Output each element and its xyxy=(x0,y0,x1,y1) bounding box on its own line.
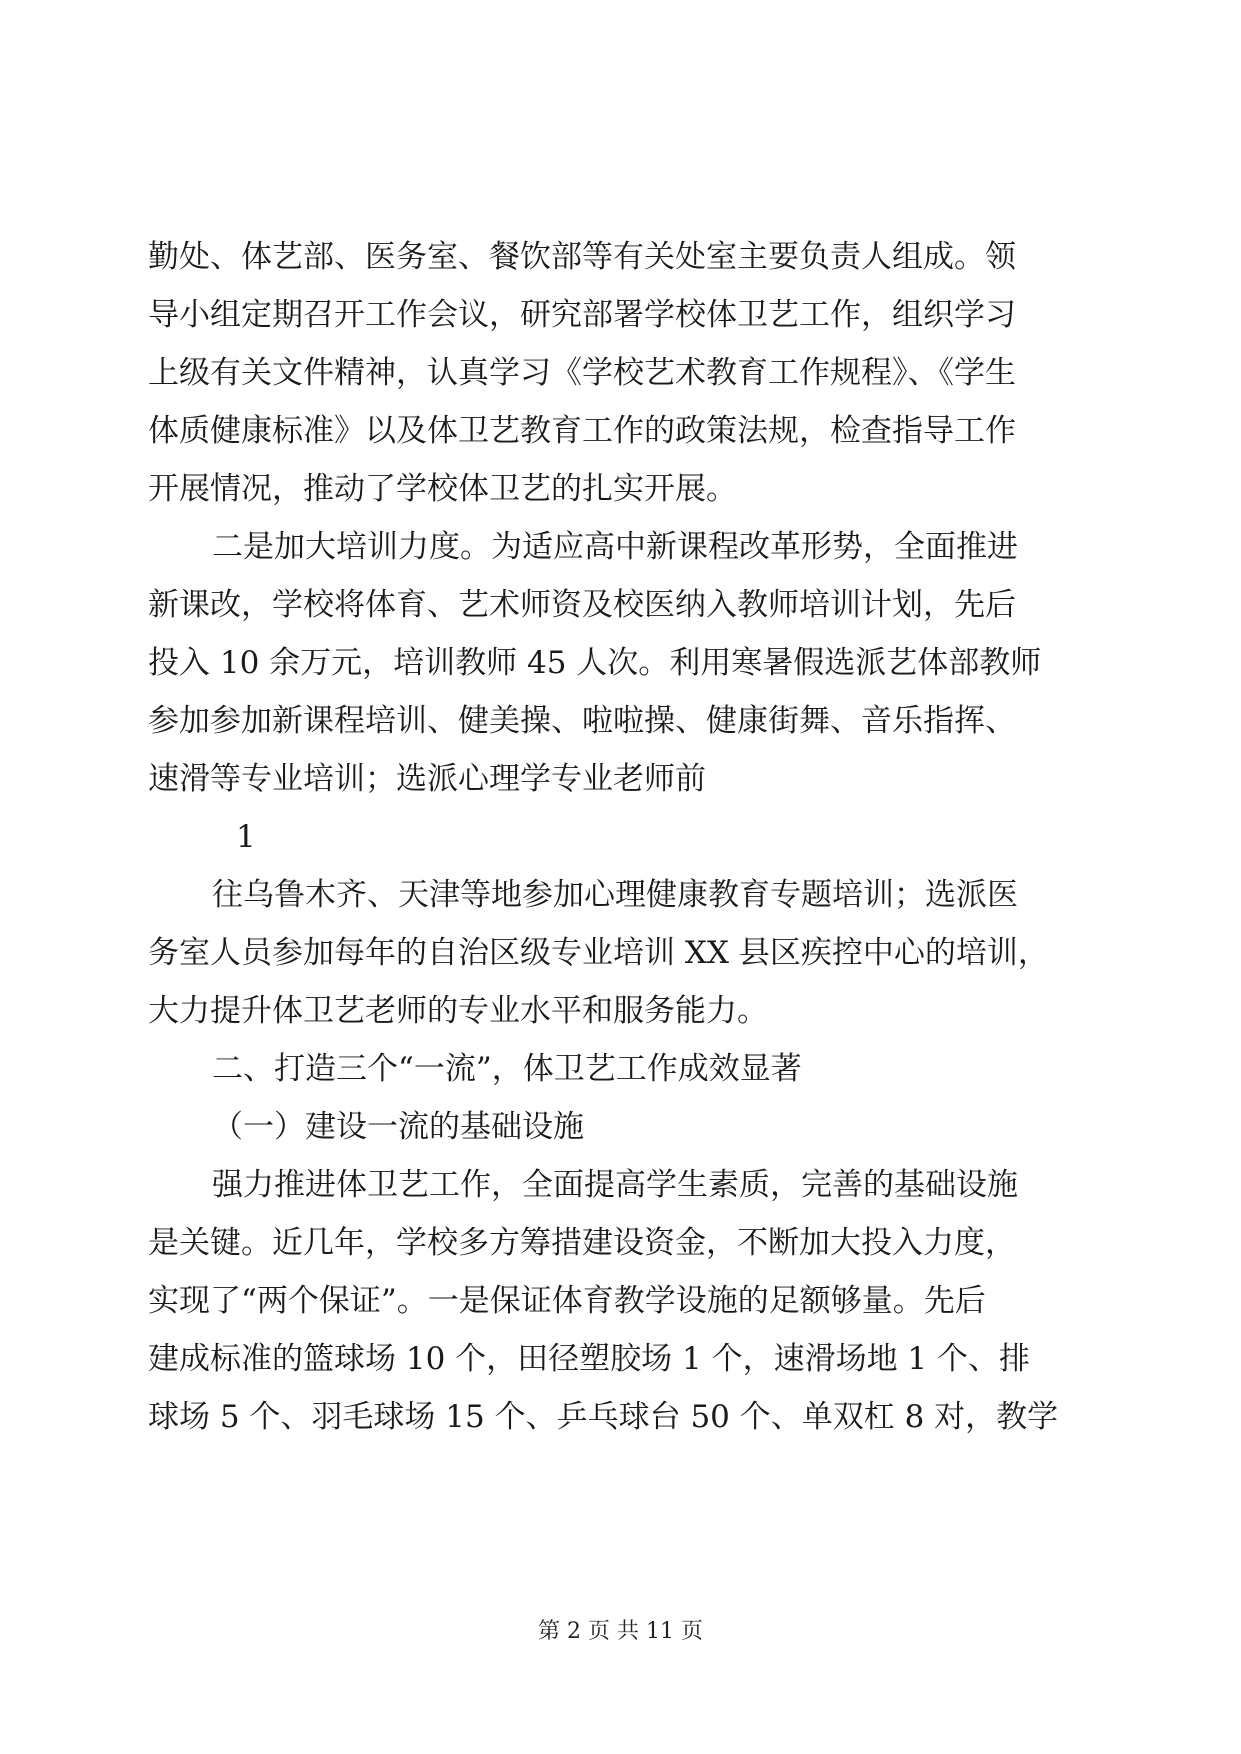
text-line: 速滑等专业培训；选派心理学专业老师前 xyxy=(148,761,706,797)
text-line: 勤处、体艺部、医务室、餐饮部等有关处室主要负责人组成。领 xyxy=(148,239,1016,275)
subsection-heading xyxy=(148,1098,1088,1156)
text-line: 上级有关文件精神，认真学习《学校艺术教育工作规程》、《学生 xyxy=(148,355,1016,391)
document-body xyxy=(148,228,1088,1446)
page-footer: 第 2 页 共 11 页 xyxy=(538,1619,703,1644)
text-line: 往乌鲁木齐、天津等地参加心理健康教育专题培训；选派医 xyxy=(212,877,1018,913)
paragraph-infrastructure xyxy=(148,1156,1088,1446)
text-line: 参加参加新课程培训、健美操、啦啦操、健康街舞、音乐指挥、 xyxy=(148,703,1016,739)
text-line: 新课改，学校将体育、艺术师资及校医纳入教师培训计划，先后 xyxy=(148,587,1016,623)
text-line: 务室人员参加每年的自治区级专业培训 XX 县区疾控中心的培训， xyxy=(148,935,1049,971)
text-line: 导小组定期召开工作会议，研究部署学校体卫艺工作，组织学习 xyxy=(148,297,1016,333)
paragraph-training xyxy=(148,518,1088,808)
heading-text: （一）建设一流的基础设施 xyxy=(212,1109,584,1145)
heading-text: 二、打造三个“一流”，体卫艺工作成效显著 xyxy=(212,1051,802,1087)
text-line: 实现了“两个保证”。一是保证体育教学设施的足额够量。先后 xyxy=(148,1283,986,1319)
text-line: 体质健康标准》以及体卫艺教育工作的政策法规，检查指导工作 xyxy=(148,413,1016,449)
paragraph-leadership-group xyxy=(148,228,1088,518)
text-line: 建成标准的篮球场 10 个，田径塑胶场 1 个，速滑场地 1 个、排 xyxy=(148,1341,1031,1377)
text-line: 球场 5 个、羽毛球场 15 个、乒乓球台 50 个、单双杠 8 对，教学 xyxy=(148,1399,1059,1435)
text-line: 二是加大培训力度。为适应高中新课程改革形势，全面推进 xyxy=(212,529,1018,565)
text-line: 开展情况，推动了学校体卫艺的扎实开展。 xyxy=(148,471,737,507)
text-line: 投入 10 余万元，培训教师 45 人次。利用寒暑假选派艺体部教师 xyxy=(148,645,1042,681)
text-line: 是关键。近几年，学校多方筹措建设资金，不断加大投入力度， xyxy=(148,1225,1016,1261)
inline-page-number: 1 xyxy=(236,819,256,855)
text-line: 大力提升体卫艺老师的专业水平和服务能力。 xyxy=(148,993,768,1029)
paragraph-training-continued xyxy=(148,866,1088,1040)
text-line: 强力推进体卫艺工作，全面提高学生素质，完善的基础设施 xyxy=(212,1167,1018,1203)
section-heading xyxy=(148,1040,1088,1098)
